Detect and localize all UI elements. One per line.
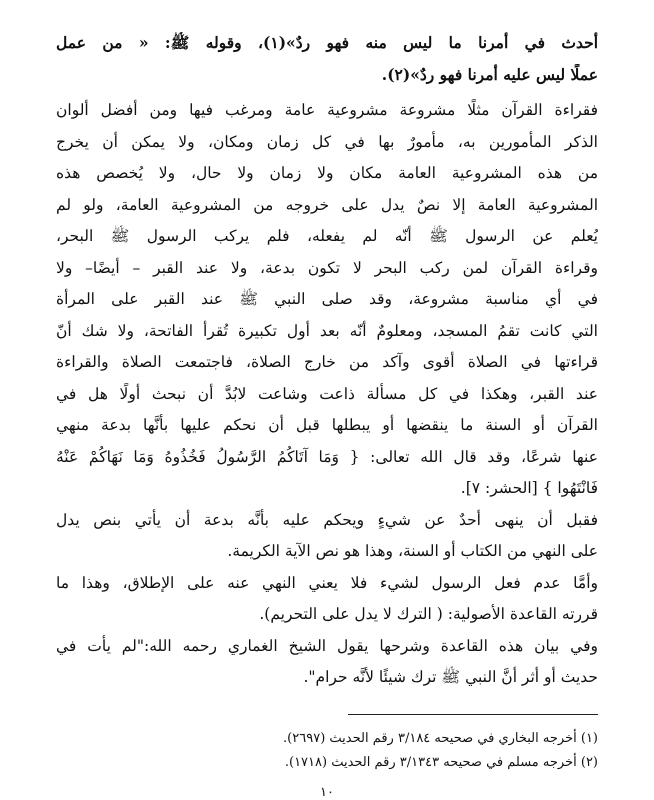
- footnote-1: (١) أخرجه البخاري في صحيحه ٣/١٨٤ رقم الحديث (٢٦٩٧).: [283, 731, 598, 746]
- text-line: عملًا ليس عليه أمرنا فهو ردٌ»(٢).: [381, 64, 598, 84]
- text-line: الذكر المأمورين به، مأمورٌ بها في كل زمان ومكان، ولا يمكن أن يخرج: [56, 132, 598, 151]
- text-line: من هذه المشروعية العامة مكان ولا زمان ولا حال، ولا يُخصص هذه: [56, 164, 598, 182]
- text-line: التي كانت تقمُ المسجد، ومعلومٌ أنّه بعد أول تكبيرة تُقرأ الفاتحة، ولا شك أنّ: [56, 321, 598, 340]
- text-line: القرآن أو السنة ما ينقضها أو يبطلها قبل أن نحكم عليها بأنَّها بدعة منهي: [56, 416, 598, 434]
- text-line: فقراءة القرآن مثلًا مشروعة مشروعية عامة ومرغب فيها ومن أفضل ألوان: [56, 101, 598, 119]
- text-line: المشروعية العامة إلا نصٌ يدل على خروجه من المشروعية العامة، ولو لم: [56, 195, 598, 214]
- text-line: يُعلم عن الرسول ﷺ أنّه لم يفعله، فلم يركب الرسول ﷺ البحر،: [56, 227, 598, 245]
- footnote-divider: [348, 714, 598, 715]
- text-line: حديث أو أثر أنَّ النبي ﷺ ترك شيئًا لأنَّه حرام".: [303, 668, 598, 686]
- text-line: وأمَّا عدم فعل الرسول لشيء فلا يعني النهي عنه على الإطلاق، وهذا ما: [56, 573, 598, 592]
- text-line: وقراءة القرآن لمن ركب البحر لا تكون بدعة، ولا عند القبر – أيضًا– ولا: [56, 258, 598, 277]
- text-line: في أي مناسبة مشروعة، وقد صلى النبي ﷺ عند القبر على المرأة: [56, 290, 598, 308]
- text-line: فقبل أن ينهى أحدٌ عن شيءٍ ويحكم عليه بأنَّه بدعة أن يأتي بنص يدل: [56, 510, 598, 529]
- text-line: أحدث في أمرنا ما ليس منه فهو ردٌ»(١)، وقوله ﷺ: « من عمل: [56, 33, 598, 52]
- page-number: ١٠: [320, 785, 334, 800]
- text-line: وفي بيان هذه القاعدة وشرحها يقول الشيخ الغماري رحمه الله:"لم يأت في: [56, 636, 598, 655]
- text-line: على النهي من الكتاب أو السنة، وهذا هو نص الآية الكريمة.: [227, 542, 598, 560]
- text-line: فَانْتَهُوا } [الحشر: ٧].: [460, 479, 598, 497]
- text-line: قررته القاعدة الأصولية: ( الترك لا يدل على التحريم).: [259, 605, 598, 623]
- text-line: قراءتها في الصلاة أقوى وآكد من خارج الصلاة، فاجتمعت الصلاة والقراءة: [56, 353, 598, 371]
- document-page: [56, 30, 598, 800]
- text-line: عند القبر، وهكذا في كل مسألة ذاعت وشاعت لابُدَّ أن نبحث أولًا هل في: [56, 384, 598, 403]
- text-line: عنها شرعًا، وقد قال الله تعالى: { وَمَا آتَاكُمُ الرَّسُولُ فَخُذُوهُ وَمَا نَهَاكُمْ عَنْهُ: [56, 447, 598, 466]
- footnote-2: (٢) أخرجه مسلم في صحيحه ٣/١٣٤٣ رقم الحديث (١٧١٨).: [284, 755, 598, 770]
